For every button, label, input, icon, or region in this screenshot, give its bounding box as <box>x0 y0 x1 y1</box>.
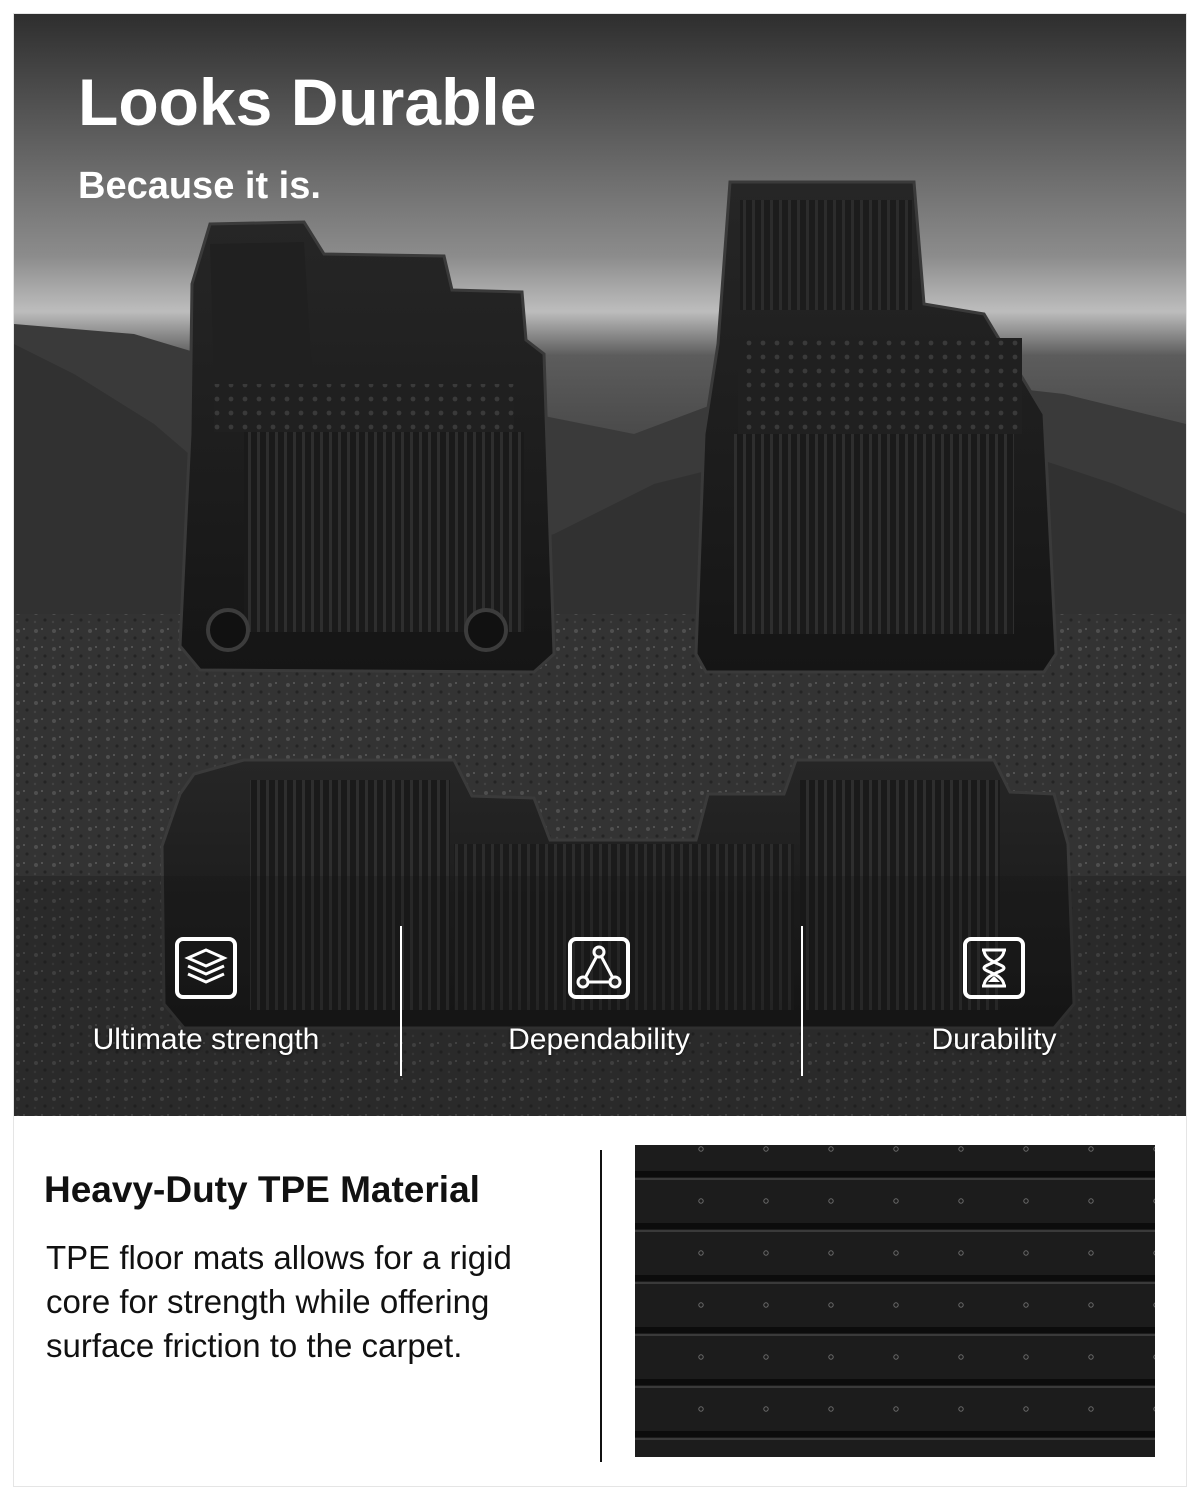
feature-label: Durability <box>931 1023 1057 1056</box>
layers-icon <box>174 936 238 1000</box>
material-title: Heavy-Duty TPE Material <box>44 1169 480 1210</box>
triangle-nodes-icon <box>567 936 631 1000</box>
texture-highlight <box>635 1178 1155 1180</box>
texture-groove <box>635 1431 1155 1437</box>
passenger-floor-mat <box>696 182 1056 672</box>
texture-groove <box>635 1171 1155 1177</box>
texture-pattern <box>635 1145 1155 1457</box>
product-image-frame <box>14 14 1186 1486</box>
section-divider <box>600 1150 602 1462</box>
feature-dependability <box>419 936 779 1058</box>
feature-label: Dependability <box>508 1023 690 1056</box>
feature-ultimate-strength <box>26 936 386 1058</box>
driver-floor-mat <box>180 222 554 672</box>
hero-title: Looks Durable <box>78 65 537 139</box>
feature-label: Ultimate strength <box>92 1023 320 1056</box>
texture-groove <box>635 1327 1155 1333</box>
texture-groove <box>635 1275 1155 1281</box>
texture-highlight <box>635 1282 1155 1284</box>
feature-divider <box>801 926 803 1076</box>
material-texture-closeup <box>635 1145 1155 1457</box>
hero-section <box>14 14 1186 1116</box>
texture-highlight <box>635 1230 1155 1232</box>
feature-divider <box>400 926 402 1076</box>
texture-highlight <box>635 1438 1155 1440</box>
feature-durability <box>814 936 1174 1058</box>
hero-subtitle: Because it is. <box>78 165 321 207</box>
material-description: TPE floor mats allows for a rigid core for strength while offering surface friction to the carpet. <box>46 1239 512 1364</box>
texture-highlight <box>635 1334 1155 1336</box>
texture-highlight <box>635 1386 1155 1388</box>
texture-groove <box>635 1379 1155 1385</box>
texture-groove <box>635 1223 1155 1229</box>
hourglass-icon <box>962 936 1026 1000</box>
